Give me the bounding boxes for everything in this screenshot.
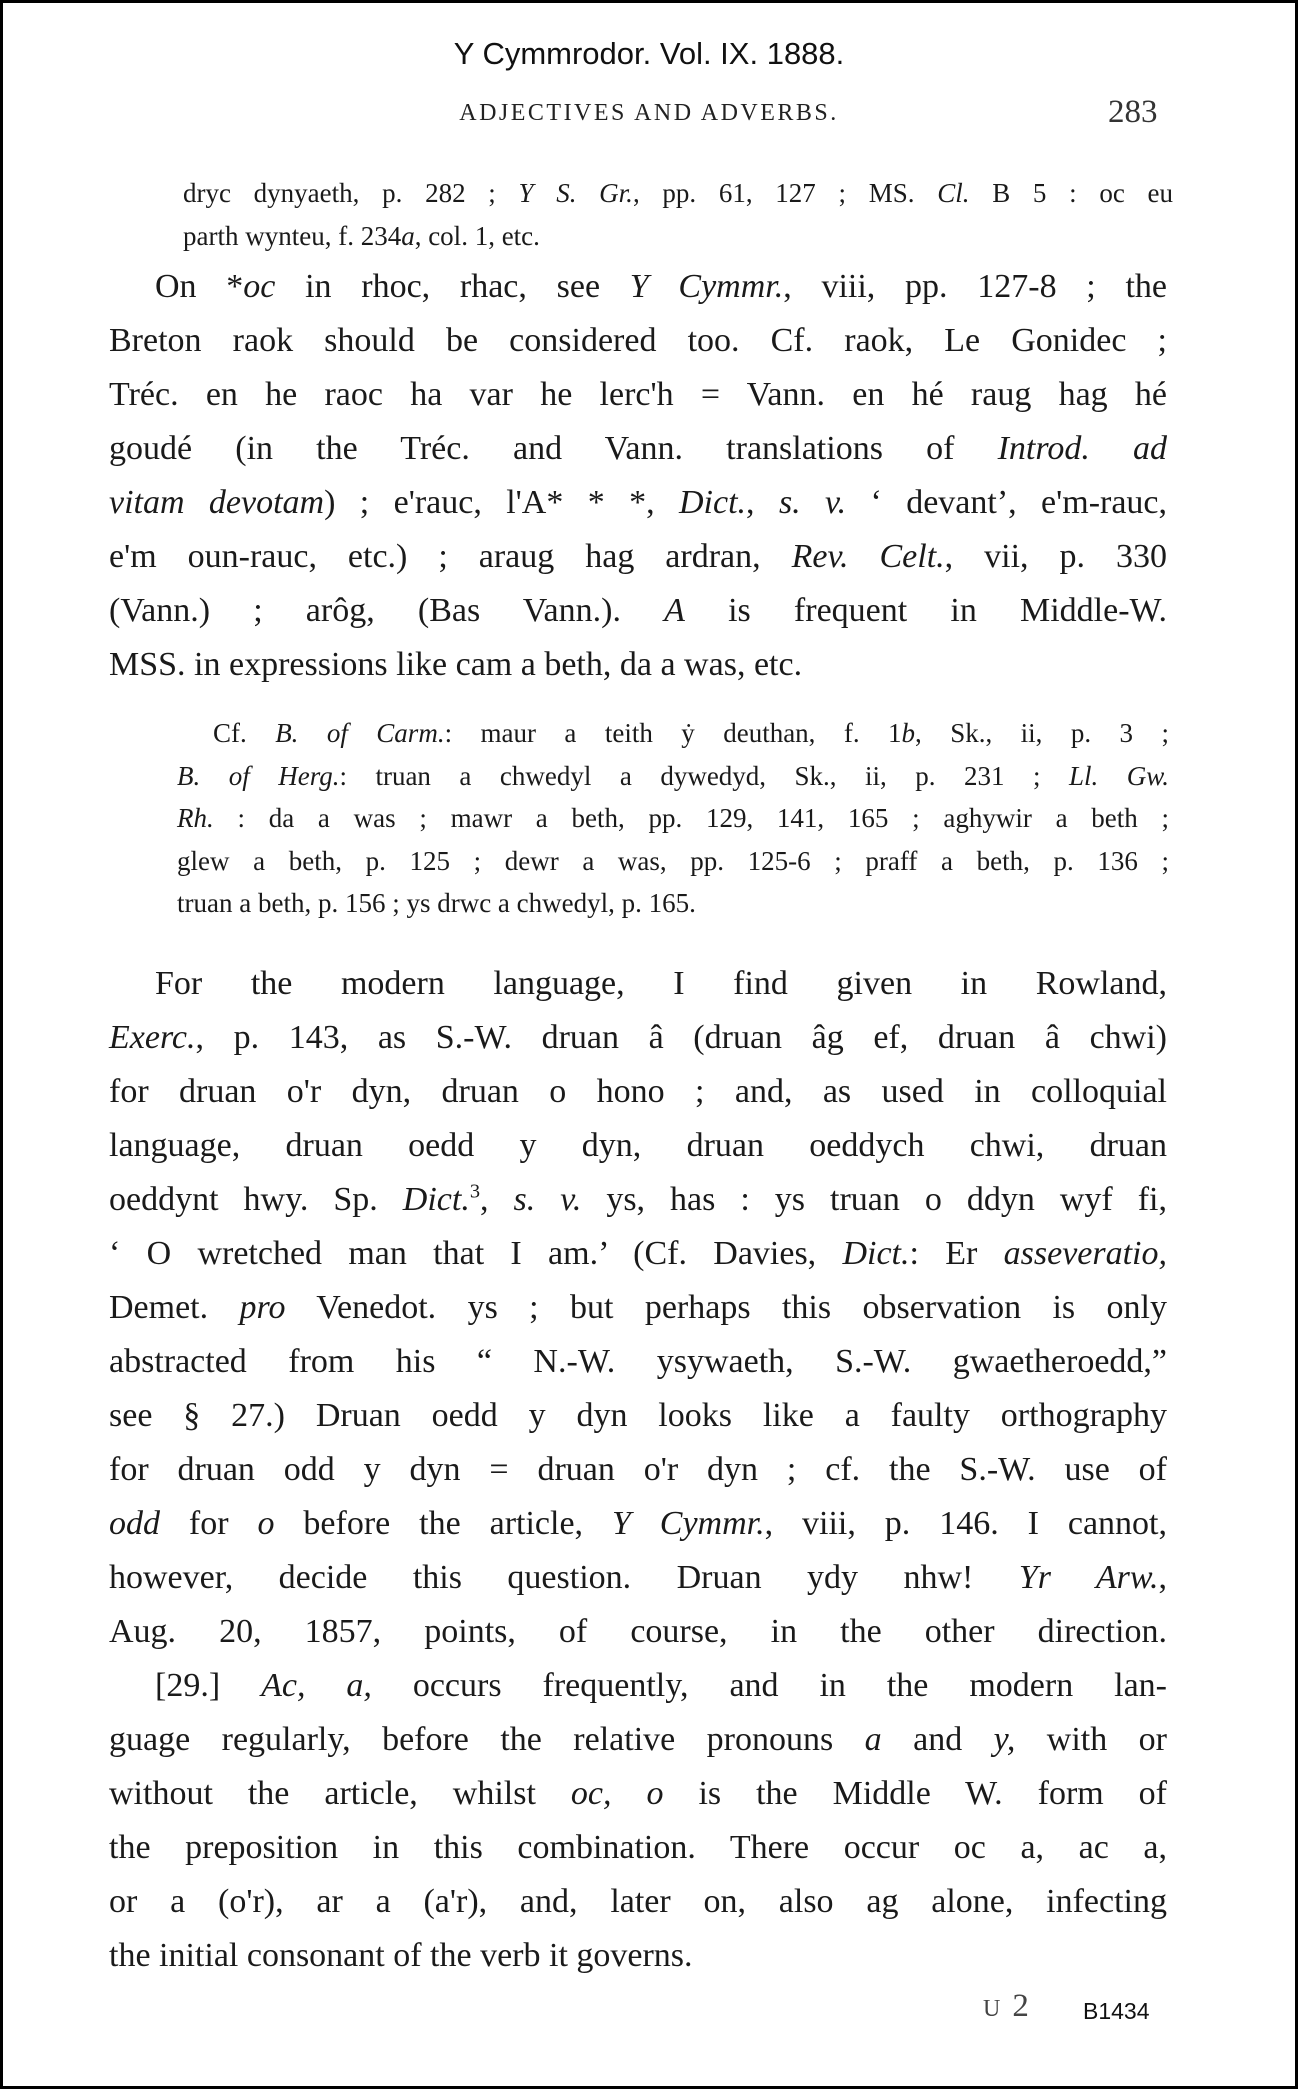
- text-run: B 5 : oc eu: [969, 178, 1173, 208]
- text-run: ‘ O wretched man that I am.’ (Cf. Davies,: [109, 1235, 843, 1272]
- italic-run: Exerc.: [109, 1019, 196, 1056]
- printer-signature: [983, 1988, 1029, 2025]
- text-run: however, decide this question. Druan ydy nhw!: [109, 1559, 1019, 1596]
- text-run: in rhoc, rhac, see: [275, 268, 630, 305]
- italic-run: Dict.: [402, 1181, 470, 1218]
- text-run: with or: [1015, 1721, 1167, 1758]
- italic-run: Dict.: [842, 1235, 910, 1272]
- italic-run: a: [401, 220, 415, 251]
- text-run: (Vann.) ; arôg, (Bas Vann.).: [109, 592, 665, 629]
- text-run: the initial consonant of the verb it governs.: [109, 1937, 693, 1974]
- text-run: , Sk., ii, p. 3 ;: [915, 718, 1169, 748]
- text-run: e'm oun-rauc, etc.) ; araug hag ardran,: [109, 538, 792, 575]
- text-run: for druan o'r dyn, druan o hono ; and, as used in colloquial: [109, 1073, 1167, 1110]
- italic-run: B. of Herg.: [177, 760, 340, 791]
- text-run: MSS. in expressions like cam a beth, da a was, etc.: [109, 646, 803, 683]
- text-line: [109, 1011, 1167, 1065]
- text-line: [109, 1443, 1167, 1497]
- italic-run: Y Cymmr.: [629, 268, 784, 305]
- text-line: [177, 712, 1169, 755]
- italic-run: Yr Arw.: [1018, 1559, 1159, 1596]
- text-run: Tréc. en he raoc ha var he lerc'h = Vann. en hé raug hag hé: [109, 376, 1167, 413]
- text-line: [109, 1065, 1167, 1119]
- text-run: without the article, whilst: [109, 1775, 571, 1812]
- text-line: [109, 260, 1167, 314]
- text-run: or a (o'r), ar a (a'r), and, later on, also ag alone, infecting: [109, 1883, 1167, 1920]
- italic-run: a: [864, 1721, 882, 1758]
- text-run: , viii, pp. 127-8 ; the: [783, 268, 1168, 305]
- text-line: [109, 1389, 1167, 1443]
- text-run: truan a beth, p. 156 ; ys drwc a chwedyl, p. 165.: [177, 888, 696, 918]
- italic-run: s. v.: [778, 484, 847, 521]
- text-run: parth wynteu, f. 234: [183, 220, 402, 251]
- italic-run: pro: [239, 1289, 286, 1326]
- footnote-continuation: [183, 172, 1173, 257]
- text-line: [109, 422, 1167, 476]
- text-run: oeddynt hwy. Sp.: [109, 1181, 403, 1218]
- text-line: [177, 840, 1169, 883]
- italic-run: Ac, a,: [261, 1667, 372, 1704]
- text-line: [183, 172, 1173, 215]
- text-run: , vii, p. 330: [944, 538, 1167, 575]
- text-line: [177, 755, 1169, 798]
- text-run: For the modern language, I find given in Rowland,: [155, 965, 1167, 1002]
- italic-run: Rev. Celt.: [791, 538, 945, 575]
- italic-run: Y S. Gr.: [518, 178, 633, 208]
- text-run: [29.]: [155, 1667, 262, 1704]
- text-run: ys, has : ys truan o ddyn wyf fi,: [581, 1181, 1167, 1218]
- text-line: [109, 638, 1167, 692]
- text-run: Venedot. ys ; but perhaps this observation is only: [285, 1289, 1167, 1326]
- text-run: ,: [480, 1181, 514, 1218]
- text-run: , viii, p. 146. I cannot,: [764, 1505, 1167, 1542]
- text-line: [109, 314, 1167, 368]
- text-line: [109, 530, 1167, 584]
- text-line: [109, 1659, 1167, 1713]
- italic-run: Introd. ad: [997, 430, 1167, 467]
- superscript: 3: [469, 1180, 481, 1203]
- italic-run: o: [257, 1505, 275, 1542]
- italic-run: oc: [243, 268, 276, 305]
- text-line: [109, 1551, 1167, 1605]
- text-line: [109, 1335, 1167, 1389]
- italic-run: Dict.: [679, 484, 747, 521]
- italic-run: B. of Carm.: [275, 718, 445, 748]
- text-run: Cf.: [213, 718, 276, 748]
- catalog-code: B1434: [1083, 1998, 1150, 2024]
- text-run: , p. 143, as S.-W. druan â (druan âg ef, druan â chwi): [195, 1019, 1167, 1056]
- citation-note: [177, 712, 1169, 925]
- text-run: ) ; e'rauc, l'A* * *,: [324, 484, 679, 521]
- italic-run: A: [664, 592, 685, 629]
- text-run: ,: [746, 484, 779, 521]
- text-run: guage regularly, before the relative pronouns: [109, 1721, 865, 1758]
- paragraph-oc: [109, 260, 1167, 692]
- paragraph-29: [109, 1659, 1167, 1983]
- text-run: is frequent in Middle-W.: [684, 592, 1167, 629]
- text-run: , col. 1, etc.: [414, 220, 540, 251]
- italic-run: vitam devotam: [109, 484, 325, 521]
- text-run: ‘ devant’, e'm-rauc,: [846, 484, 1168, 521]
- text-line: [183, 215, 1173, 258]
- running-head: ADJECTIVES AND ADVERBS.: [459, 100, 839, 126]
- italic-run: Cl.: [937, 178, 970, 208]
- text-run: for druan odd y dyn = druan o'r dyn ; cf. the S.-W. use of: [109, 1451, 1167, 1488]
- text-line: [109, 957, 1167, 1011]
- text-line: [109, 1767, 1167, 1821]
- text-run: goudé (in the Tréc. and Vann. translations of: [109, 430, 998, 467]
- text-line: [109, 1227, 1167, 1281]
- text-line: [109, 1605, 1167, 1659]
- signature-number: 2: [1012, 1988, 1029, 2024]
- journal-title: Y Cymmrodor. Vol. IX. 1888.: [453, 36, 845, 71]
- text-line: [109, 584, 1167, 638]
- text-run: the preposition in this combination. There occur oc a, ac a,: [109, 1829, 1167, 1866]
- text-line: [109, 1821, 1167, 1875]
- text-run: glew a beth, p. 125 ; dewr a was, pp. 125-6 ; praff a beth, p. 136 ;: [177, 845, 1169, 876]
- text-run: before the article,: [274, 1505, 612, 1542]
- text-line: [109, 1713, 1167, 1767]
- text-run: occurs frequently, and in the modern lan-: [371, 1667, 1167, 1704]
- text-run: language, druan oedd y dyn, druan oeddych chwi, druan: [109, 1127, 1167, 1164]
- text-run: Breton raok should be considered too. Cf. raok, Le Gonidec ;: [109, 322, 1167, 359]
- text-line: [109, 1875, 1167, 1929]
- italic-run: s. v.: [513, 1181, 582, 1218]
- text-run: On *: [155, 268, 244, 305]
- italic-run: oc, o: [570, 1775, 664, 1812]
- text-run: : da a was ; mawr a beth, pp. 129, 141, 165 ; aghywir a beth ;: [213, 803, 1169, 833]
- page-number: 283: [1108, 94, 1158, 130]
- signature-letter: U: [983, 1996, 1001, 2022]
- text-run: : maur a teith ẏ deuthan, f. 1: [444, 718, 902, 748]
- text-line: [109, 1119, 1167, 1173]
- italic-run: Y Cymmr.: [611, 1505, 765, 1542]
- text-line: [109, 1281, 1167, 1335]
- text-line: [177, 882, 1169, 925]
- text-run: abstracted from his “ N.-W. ysywaeth, S.-W. gwaetheroedd,”: [109, 1343, 1167, 1380]
- text-line: [109, 476, 1167, 530]
- text-run: : truan a chwedyl a dywedyd, Sk., ii, p. 231 ;: [339, 760, 1069, 791]
- text-run: ,: [1158, 1559, 1167, 1596]
- text-run: see § 27.) Druan oedd y dyn looks like a faulty orthography: [109, 1397, 1167, 1434]
- text-run: dryc dynyaeth, p. 282 ;: [183, 178, 519, 208]
- italic-run: y,: [993, 1721, 1016, 1758]
- italic-run: asseveratio,: [1003, 1235, 1167, 1272]
- italic-run: b: [901, 718, 916, 748]
- text-run: : Er: [909, 1235, 1004, 1272]
- text-run: is the Middle W. form of: [663, 1775, 1168, 1812]
- text-line: [177, 797, 1169, 840]
- text-run: Demet.: [109, 1289, 240, 1326]
- text-line: [109, 368, 1167, 422]
- text-line: [109, 1497, 1167, 1551]
- text-run: and: [881, 1721, 994, 1758]
- text-run: for: [160, 1505, 258, 1542]
- paragraph-modern-language: [109, 957, 1167, 1659]
- italic-run: odd: [109, 1505, 160, 1542]
- text-line: [109, 1173, 1167, 1227]
- text-run: Aug. 20, 1857, points, of course, in the other direction.: [109, 1613, 1167, 1650]
- italic-run: Ll. Gw.: [1069, 760, 1170, 791]
- text-run: , pp. 61, 127 ; MS.: [632, 178, 938, 208]
- italic-run: Rh.: [177, 803, 214, 833]
- text-line: [109, 1929, 1167, 1983]
